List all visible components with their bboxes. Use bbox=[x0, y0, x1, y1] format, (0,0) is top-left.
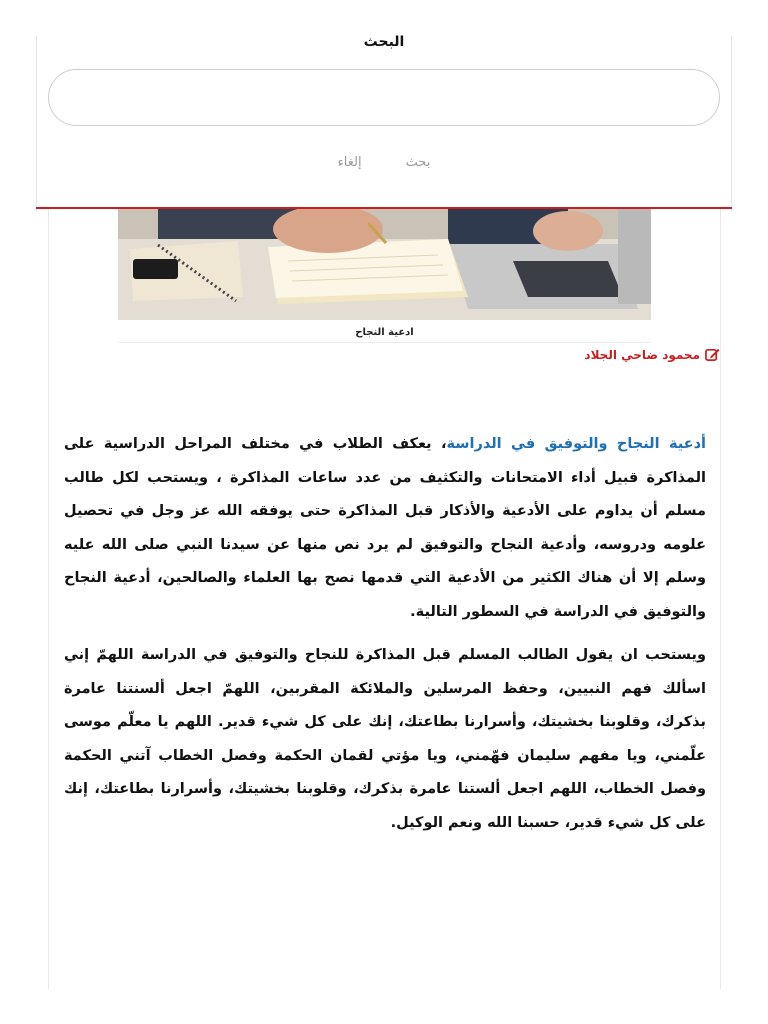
search-title: البحث bbox=[363, 34, 405, 50]
author-byline[interactable] bbox=[584, 347, 720, 362]
panel-left-border bbox=[36, 36, 37, 212]
image-caption: ادعية النجاح bbox=[355, 327, 414, 338]
search-actions bbox=[0, 155, 768, 170]
article-link[interactable]: أدعية النجاح والتوفيق في الدراسة bbox=[446, 436, 706, 452]
article-body bbox=[64, 428, 706, 850]
search-input[interactable] bbox=[49, 70, 719, 125]
panel-right-border bbox=[731, 36, 732, 212]
article-paragraph: ويستحب ان يقول الطالب المسلم قبل المذاكرة للنجاح والتوفيق في الدراسة اللهمّ إني اسألك فهم النبيين، وحفظ المرسلين والملائكة المقربين، اللهمّ اجعل ألسنتنا عامرة بذكرك، وقلوبنا بخشيتك، وأسرارنا بطاعتك، إنك على كل شيء قدير. اللهم يا معلّم موسى علّمني، ويا مفهم سليمان فهّمني، ويا مؤتي لقمان الحكمة وفصل الخطاب آتني الحكمة وفصل الخطاب، اللهم اجعل ألستنا عامرة بذكرك، وقلوبنا بخشيتك، وأسرارنا بطاعتك، إنك على كل شيء قدير، حسبنا الله ونعم الوكيل. bbox=[64, 647, 706, 831]
article-image bbox=[118, 209, 651, 320]
edit-icon bbox=[705, 347, 720, 362]
content-left-border bbox=[48, 209, 49, 989]
author-name[interactable]: محمود ضاحي الجلاد bbox=[584, 347, 700, 362]
article-paragraph-text: ، يعكف الطلاب في مختلف المراحل الدراسية على المذاكرة قبيل أداء الامتحانات والتكثيف من عدد ساعات المذاكرة ، ويستحب لكل طالب مسلم أن يداوم على الأدعية والأذكار قبل المذاكرة حتى يوفقه الله عز وجل في تحصيل علومه ودروسه، وأدعية النجاح والتوفيق لم يرد نص منها عن سيدنا النبي صلى الله عليه وسلم إلا أن هناك الكثير من الأدعية التي قدمها نصح بها العلماء والصالحين، أدعية النجاح والتوفيق في الدراسة في السطور التالية. bbox=[64, 436, 706, 620]
search-button[interactable]: بحث bbox=[405, 155, 431, 170]
cancel-button[interactable]: إلغاء bbox=[337, 155, 362, 170]
article-paragraph bbox=[64, 428, 706, 629]
content-right-border bbox=[720, 209, 721, 989]
image-caption-container bbox=[118, 320, 651, 343]
study-photo bbox=[118, 209, 651, 320]
search-box[interactable] bbox=[48, 69, 720, 126]
